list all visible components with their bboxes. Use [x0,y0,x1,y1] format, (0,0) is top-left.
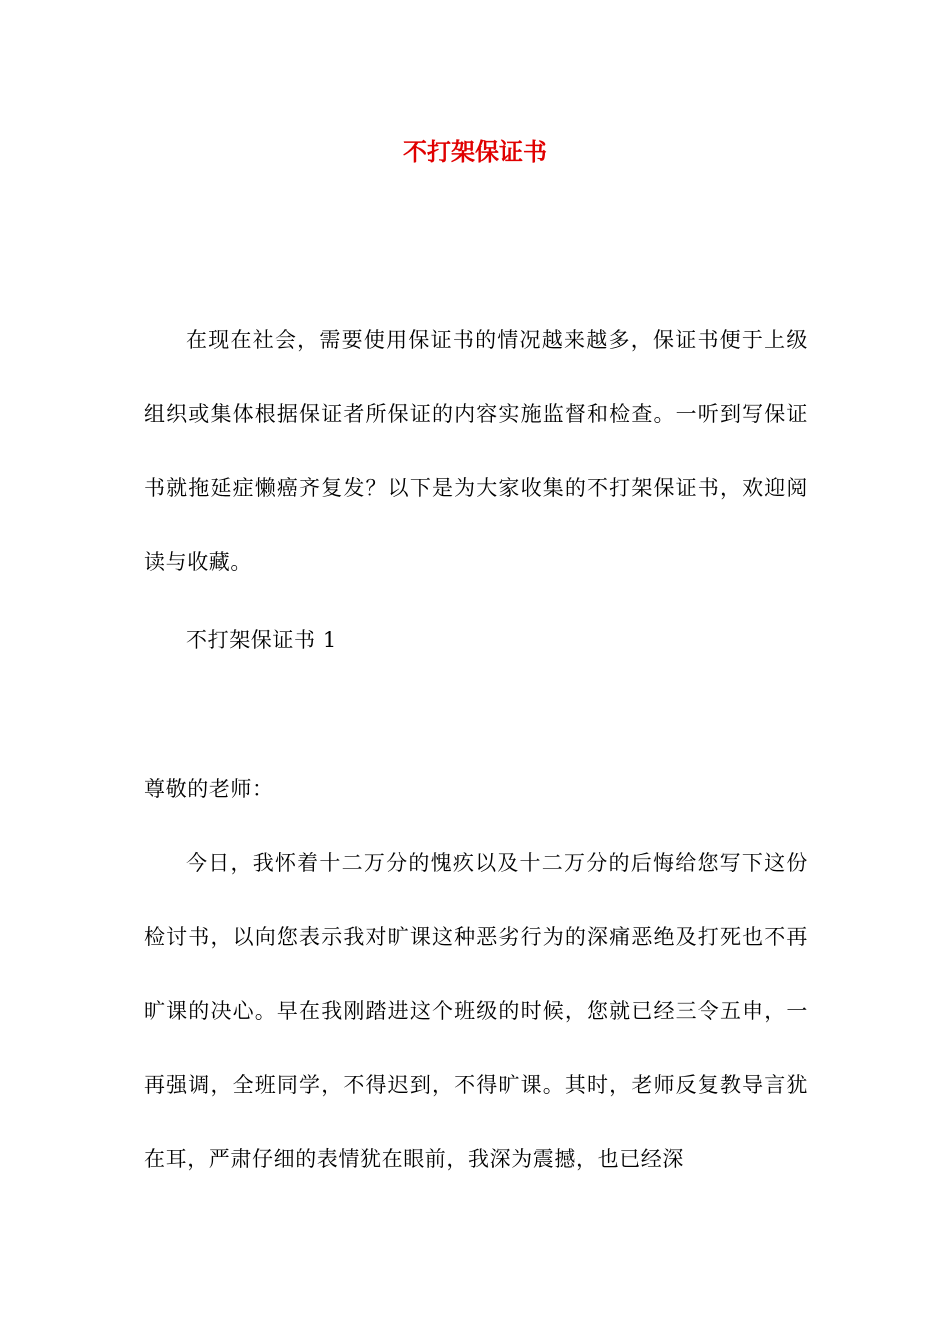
body-paragraph: 今日，我怀着十二万分的愧疚以及十二万分的后悔给您写下这份检讨书，以向您表示我对旷课这种恶劣行为的深痛恶绝及打死也不再旷课的决心。早在我刚踏进这个班级的时候，您就已经三令五申，一再强调，全班同学，不得迟到，不得旷课。其时，老师反复教导言犹在耳，严肃仔细的表情犹在眼前，我深为震撼，也已经深 [144,851,808,1171]
section-heading: 不打架保证书 1 [186,628,337,652]
intro-paragraph: 在现在社会，需要使用保证书的情况越来越多，保证书便于上级组织或集体根据保证者所保证的内容实施监督和检查。一听到写保证书就拖延症懒癌齐复发？以下是为大家收集的不打架保证书，欢迎阅读与收藏。 [144,328,808,574]
salutation: 尊敬的老师： [144,777,274,801]
document-title: 不打架保证书 [403,138,547,166]
